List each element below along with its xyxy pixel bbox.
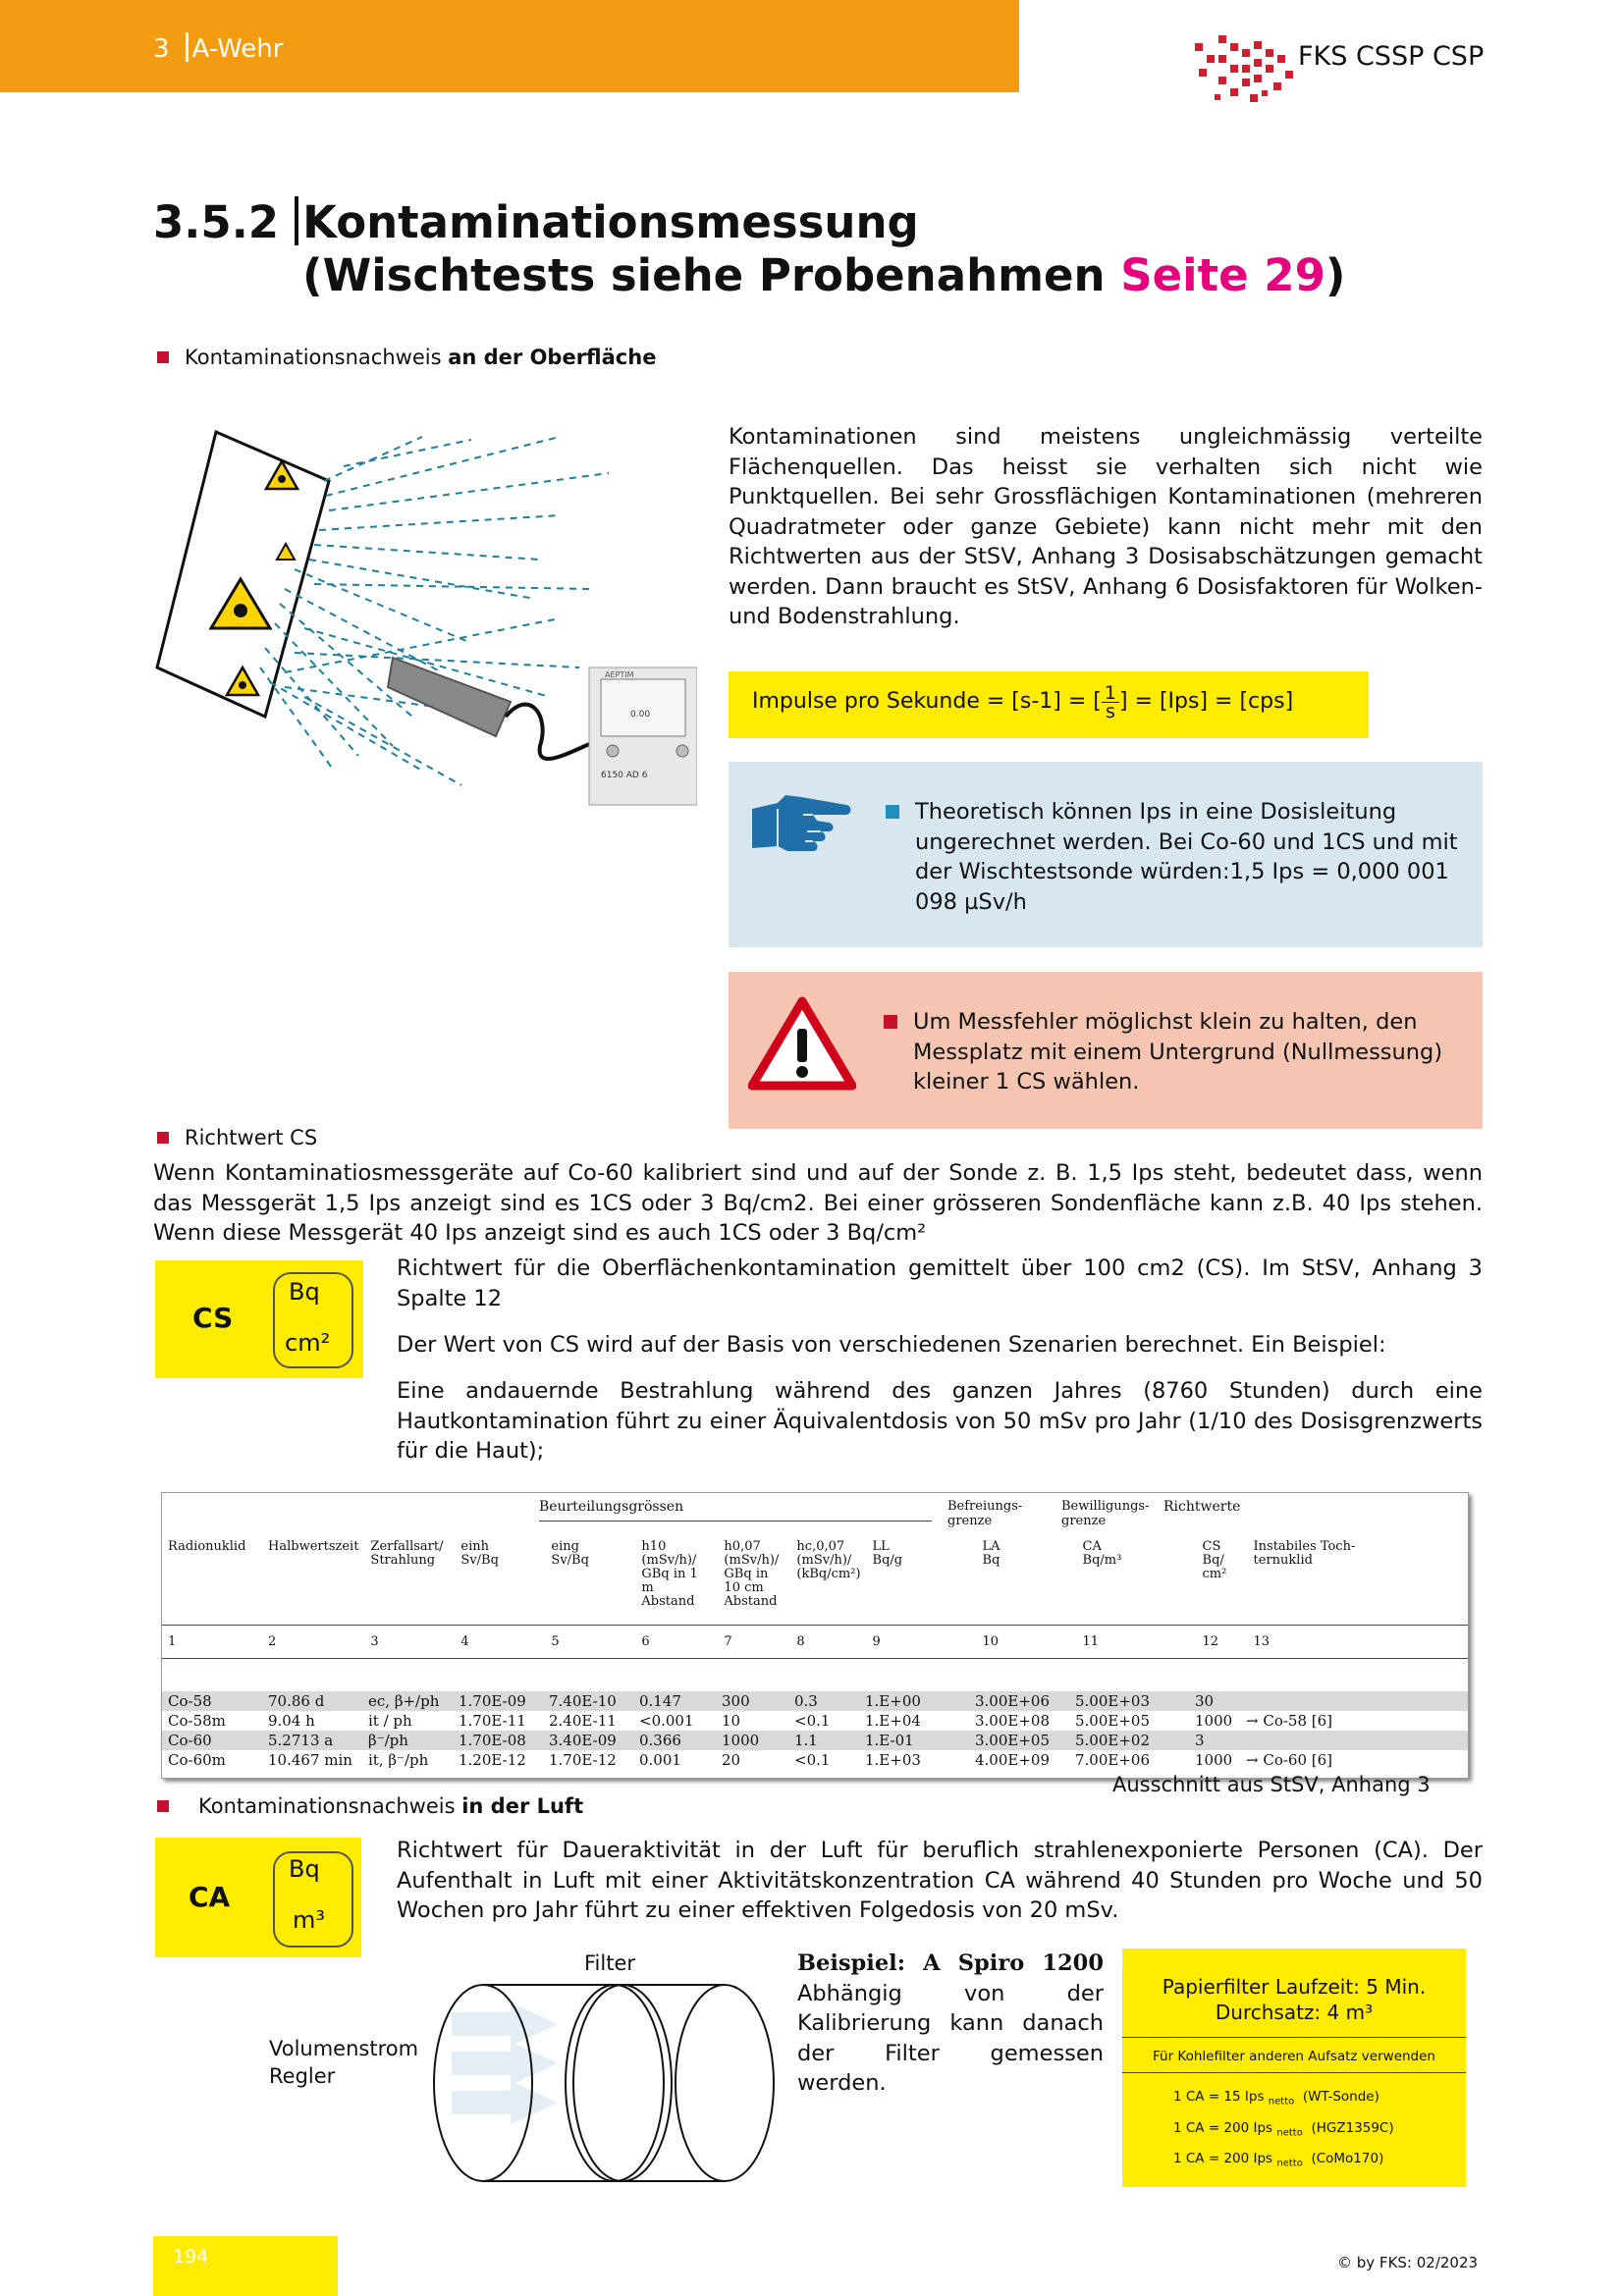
warning-text: Um Messfehler möglichst klein zu halten, den Messplatz mit einem Untergrund (Nullmessung) kleiner 1 CS wählen. bbox=[884, 1007, 1483, 1097]
table-cell: 1000 bbox=[1195, 1751, 1233, 1769]
info-bullet bbox=[886, 805, 899, 819]
nuclide-data bbox=[162, 1691, 1468, 1770]
table-cell: 1.1 bbox=[794, 1732, 818, 1749]
table-cell: 3 bbox=[1195, 1732, 1205, 1749]
table-cell: 1000 bbox=[722, 1732, 760, 1749]
table-cell: 1.E+03 bbox=[865, 1751, 921, 1769]
th-h10: h10 (mSv/h)/ GBq in 1 m Abstand bbox=[641, 1539, 698, 1609]
table-cell: 0.3 bbox=[794, 1692, 818, 1710]
intro-paragraph: Kontaminationen sind meistens ungleichmässig verteilte Flächenquellen. Das heisst sie verhalten sich nicht wie Punktquellen. Bei sehr Grossflächigen Kontaminationen (mehreren Quadratmeter oder ganze Gebiete) kann nicht mehr mit den Richtwerten aus der StSV, Anhang 3 Dosisabschätzungen gemacht werden. Dann braucht es StSV, Anhang 6 Dosisfaktoren für Wolken- und Bodenstrahlung. bbox=[729, 424, 1483, 629]
th-eing: eing Sv/Bq bbox=[551, 1539, 589, 1568]
table-cell: 3.00E+08 bbox=[975, 1712, 1051, 1730]
th-ca: CA Bq/m³ bbox=[1082, 1539, 1122, 1568]
group-befreiung: Befreiungs- grenze bbox=[947, 1499, 1023, 1528]
table-cell: ec, β+/ph bbox=[368, 1692, 440, 1710]
table-cell: 70.86 d bbox=[268, 1692, 325, 1710]
chapter-number: 3 bbox=[153, 34, 170, 64]
table-cell: 300 bbox=[722, 1692, 750, 1710]
table-cell: 7.00E+06 bbox=[1075, 1751, 1151, 1769]
bullet-square bbox=[157, 1132, 169, 1144]
contamination-probe-illustration bbox=[147, 422, 697, 815]
cs-text-3: Eine andauernde Bestrahlung während des ganzen Jahres (8760 Stunden) durch eine Hautkontamination führt zu einer Äquivalentdosis von 50 mSv pro Jahr (1/10 des Dosisgrenzwerts für die Haut); bbox=[397, 1378, 1483, 1464]
air-filter-diagram bbox=[422, 1973, 785, 2199]
table-cell bbox=[1240, 1731, 1468, 1750]
warning-box bbox=[729, 972, 1483, 1129]
table-cell: 1.70E-12 bbox=[549, 1751, 617, 1769]
title-line2: (Wischtests siehe Probenahmen bbox=[302, 249, 1121, 301]
page-link[interactable]: Seite 29 bbox=[1120, 249, 1325, 301]
info-box bbox=[729, 762, 1483, 947]
table-cell: β⁻/ph bbox=[368, 1732, 408, 1749]
page-number: 194 bbox=[173, 2246, 209, 2268]
formula: Impulse pro Sekunde = [s-1] = [ $\frac{1}{s}$ ] = [Ips] = [cps] bbox=[752, 681, 1294, 722]
chapter-label bbox=[153, 32, 283, 64]
table-cell: 5.00E+05 bbox=[1075, 1712, 1151, 1730]
th-la: LA Bq bbox=[982, 1539, 1000, 1568]
table-cell: 1.70E-08 bbox=[459, 1732, 526, 1749]
ca-line-como: 1 CA = 200 Ips $_{netto}$ (CoMo170) bbox=[1173, 2151, 1384, 2170]
table-cell: → Co-60 [6] bbox=[1246, 1751, 1333, 1769]
th-radionuklid: Radionuklid bbox=[168, 1539, 246, 1554]
table-cell: 1.70E-09 bbox=[459, 1692, 526, 1710]
svg-text:0.00: 0.00 bbox=[630, 710, 651, 720]
th-halbwertszeit: Halbwertszeit bbox=[268, 1539, 359, 1554]
table-number-row: 1 2 3 4 5 6 7 8 9 10 11 12 13 bbox=[162, 1625, 1468, 1658]
cs-unit-numerator: Bq bbox=[289, 1278, 320, 1306]
group-bewilligung: Bewilligungs- grenze bbox=[1061, 1499, 1150, 1528]
paper-filter-title: Papierfilter Laufzeit: 5 Min. Durchsatz: 4 m³ bbox=[1162, 1975, 1427, 2024]
svg-text:AEPTIM: AEPTIM bbox=[605, 670, 634, 679]
table-cell bbox=[1240, 1691, 1468, 1711]
chapter-separator bbox=[186, 32, 189, 62]
table-cell: 4.00E+09 bbox=[975, 1751, 1051, 1769]
ca-line-hgz: 1 CA = 200 Ips $_{netto}$ (HGZ1359C) bbox=[1173, 2119, 1394, 2139]
title-line2-suffix: ) bbox=[1325, 249, 1346, 301]
formula-box bbox=[729, 671, 1369, 738]
section-number: 3.5.2 bbox=[153, 196, 280, 248]
table-cell: 7.40E-10 bbox=[549, 1692, 617, 1710]
table-row bbox=[162, 1711, 1468, 1731]
table-cell: 5.2713 a bbox=[268, 1732, 334, 1749]
cs-unit-denominator: cm² bbox=[285, 1329, 331, 1357]
ca-unit-box bbox=[155, 1838, 361, 1957]
table-row bbox=[162, 1731, 1468, 1750]
group-rule bbox=[539, 1521, 932, 1522]
fks-logo-icon bbox=[1191, 35, 1297, 114]
group-richtwerte: Richtwerte bbox=[1163, 1499, 1241, 1515]
page-number-tab bbox=[153, 2236, 338, 2296]
table-cell: 1000 bbox=[1195, 1712, 1233, 1730]
table-cell: 3.00E+05 bbox=[975, 1732, 1051, 1749]
info-text: Theoretisch können Ips in eine Dosisleitung ungerechnet werden. Bei Co-60 und 1CS und mit der Wischtestsonde würden:1,5 Ips = 0,000 001 098 µSv/h bbox=[886, 797, 1494, 917]
chapter-title: A-Wehr bbox=[191, 34, 284, 64]
table-cell: <0.1 bbox=[794, 1751, 831, 1769]
bullet-richtwert-cs: Richtwert CS bbox=[157, 1126, 317, 1149]
table-cell: 5.00E+03 bbox=[1075, 1692, 1151, 1710]
table-cell: 10 bbox=[722, 1712, 741, 1730]
bullet-surface: Kontaminationsnachweis an der Oberfläche bbox=[157, 346, 656, 369]
table-cell: → Co-58 [6] bbox=[1246, 1712, 1333, 1730]
pointing-hand-icon bbox=[748, 791, 856, 860]
th-h007: h0,07 (mSv/h)/ GBq in 10 cm Abstand bbox=[724, 1539, 780, 1609]
table-cell: 1.20E-12 bbox=[459, 1751, 526, 1769]
table-cell: it, β⁻/ph bbox=[368, 1751, 429, 1769]
table-cell: 30 bbox=[1195, 1692, 1215, 1710]
table-cell: 20 bbox=[722, 1751, 741, 1769]
cs-text-1: Richtwert für die Oberflächenkontamination gemittelt über 100 cm2 (CS). Im StSV, Anhang 3 Spalte 12 bbox=[397, 1255, 1483, 1311]
group-beurteilung: Beurteilungsgrössen bbox=[539, 1499, 684, 1515]
th-tochternuklid: Instabiles Toch- ternuklid bbox=[1253, 1539, 1356, 1568]
table-caption: Ausschnitt aus StSV, Anhang 3 bbox=[1112, 1773, 1431, 1796]
table-cell: <0.001 bbox=[639, 1712, 694, 1730]
table-cell: 1.E+00 bbox=[865, 1692, 921, 1710]
table-cell: 5.00E+02 bbox=[1075, 1732, 1151, 1749]
bullet-square bbox=[157, 351, 169, 363]
table-cell: 9.04 h bbox=[268, 1712, 315, 1730]
table-cell: Co-60m bbox=[168, 1751, 226, 1769]
kohlefilter-note: Für Kohlefilter anderen Aufsatz verwenden bbox=[1153, 2049, 1435, 2064]
ca-unit-numerator: Bq bbox=[289, 1855, 320, 1883]
table-cell: 1.70E-11 bbox=[459, 1712, 526, 1730]
th-hc007: hc,0,07 (mSv/h)/ (kBq/cm²) bbox=[796, 1539, 861, 1581]
filter-label: Filter bbox=[584, 1951, 636, 1975]
table-cell: 3.00E+06 bbox=[975, 1692, 1051, 1710]
title-separator bbox=[295, 196, 298, 245]
table-cell: Co-58m bbox=[168, 1712, 226, 1730]
volumenstrom-label: Volumenstrom Regler bbox=[269, 2037, 419, 2088]
cs-text-2: Der Wert von CS wird auf der Basis von verschiedenen Szenarien berechnet. Ein Beispiel: bbox=[397, 1332, 1386, 1358]
th-ll: LL Bq/g bbox=[872, 1539, 903, 1568]
cs-unit-box bbox=[155, 1260, 363, 1378]
ca-unit-denominator: m³ bbox=[293, 1906, 325, 1934]
ca-explanation: Richtwert für Daueraktivität in der Luft für beruflich strahlenexponierte Personen (CA). Der Aufenthalt in Luft mit einer Aktivitätskonzentration CA während 40 Stunden pro Woche und 50 Wochen pro Jahr führt zu einer effektiven Folgedosis von 20 mSv. bbox=[397, 1838, 1483, 1923]
header-bar bbox=[0, 0, 1019, 92]
table-spacer-row bbox=[162, 1658, 1468, 1670]
table-cell: 0.366 bbox=[639, 1732, 681, 1749]
title-line1: Kontaminationsmessung bbox=[302, 196, 919, 248]
paper-filter-divider2 bbox=[1122, 2072, 1466, 2073]
table-cell: 3.40E-09 bbox=[549, 1732, 617, 1749]
ca-conversion-list bbox=[1173, 2084, 1394, 2177]
cs-explanation: Wenn Kontaminatiosmessgeräte auf Co-60 kalibriert sind und auf der Sonde z. B. 1,5 Ips steht, bedeutet dass, wenn das Messgerät 1,5 Ips anzeigt sind es 1CS oder 3 Bq/cm2. Bei einer grösseren Sondenfläche kann z.B. 40 Ips stehen. Wenn diese Messgerät 40 Ips anzeigt sind es auch 1CS oder 3 Bq/cm² bbox=[153, 1160, 1483, 1246]
ca-label: CA bbox=[189, 1881, 231, 1913]
nuclide-table bbox=[162, 1540, 1468, 1670]
table-header-row bbox=[162, 1540, 1468, 1625]
paper-filter-box bbox=[1122, 1949, 1466, 2187]
cs-label: CS bbox=[192, 1302, 234, 1334]
svg-text:6150 AD 6: 6150 AD 6 bbox=[601, 771, 648, 780]
table-cell: Co-58 bbox=[168, 1692, 212, 1710]
brand-name: FKS CSSP CSP bbox=[1298, 41, 1485, 72]
table-cell: it / ph bbox=[368, 1712, 412, 1730]
ca-line-wt: 1 CA = 15 Ips $_{netto}$ (WT-Sonde) bbox=[1173, 2089, 1379, 2108]
example-text: Beispiel: A Spiro 1200 Abhängig von der Kalibrierung kann danach der Filter gemessen werden. bbox=[797, 1950, 1104, 2096]
page-title bbox=[153, 196, 1346, 302]
stsv-table-excerpt bbox=[161, 1492, 1469, 1779]
bullet-air: Kontaminationsnachweis in der Luft bbox=[157, 1794, 583, 1818]
table-cell: 10.467 min bbox=[268, 1751, 352, 1769]
table-row bbox=[162, 1691, 1468, 1711]
bullet-square bbox=[157, 1800, 169, 1812]
table-cell: 0.147 bbox=[639, 1692, 681, 1710]
table-cell: 2.40E-11 bbox=[549, 1712, 617, 1730]
table-cell: 1.E+04 bbox=[865, 1712, 921, 1730]
th-zerfallsart: Zerfallsart/ Strahlung bbox=[370, 1539, 444, 1568]
warning-triangle-icon bbox=[748, 995, 856, 1094]
warning-bullet bbox=[884, 1015, 897, 1029]
table-row bbox=[162, 1750, 1468, 1770]
table-cell: 0.001 bbox=[639, 1751, 681, 1769]
th-cs: CS Bq/ cm² bbox=[1202, 1539, 1227, 1581]
table-cell: Co-60 bbox=[168, 1732, 212, 1749]
paper-filter-divider bbox=[1122, 2037, 1466, 2038]
table-cell: <0.1 bbox=[794, 1712, 831, 1730]
th-einh: einh Sv/Bq bbox=[460, 1539, 499, 1568]
table-cell: 1.E-01 bbox=[865, 1732, 914, 1749]
copyright: © by FKS: 02/2023 bbox=[1337, 2254, 1479, 2271]
